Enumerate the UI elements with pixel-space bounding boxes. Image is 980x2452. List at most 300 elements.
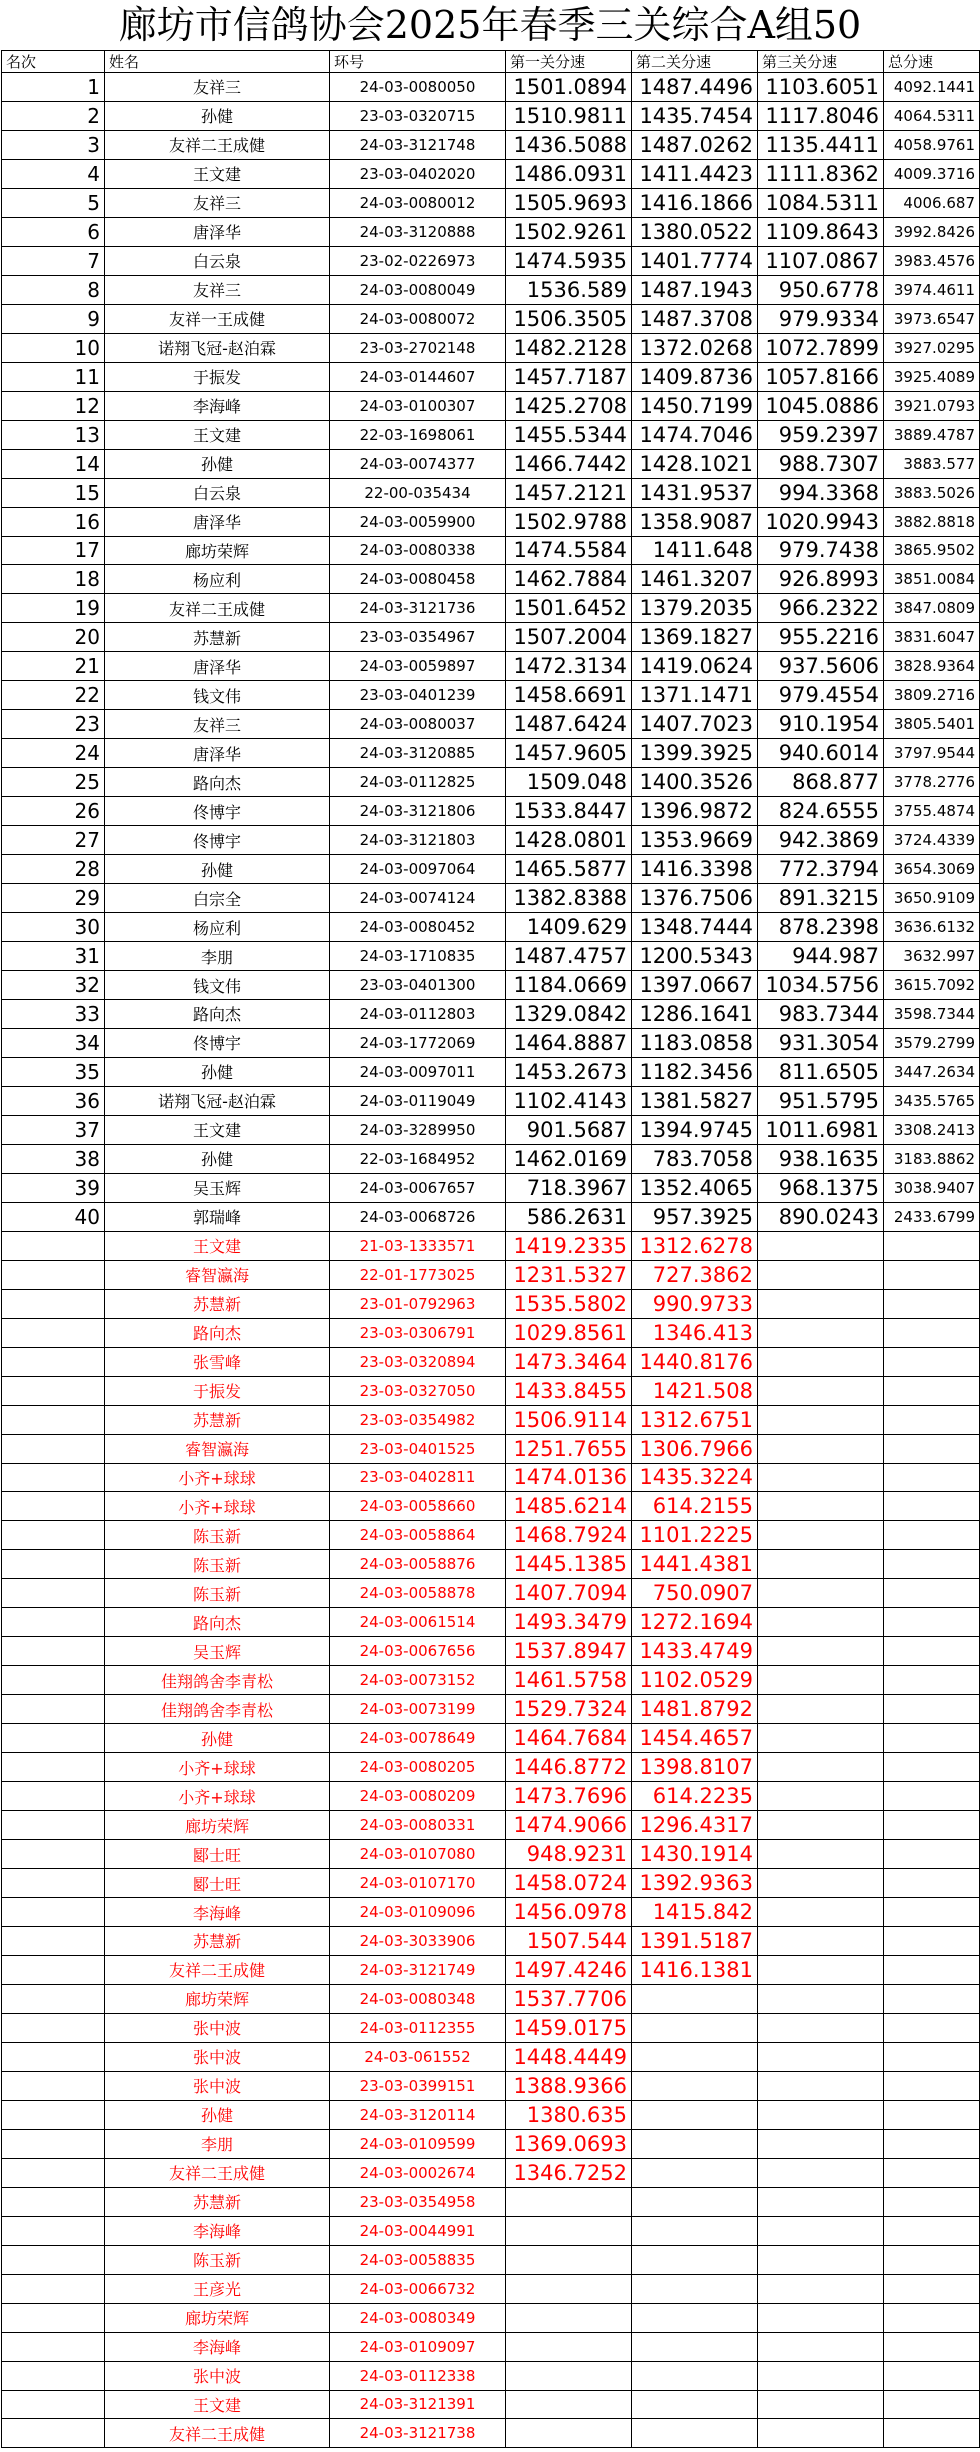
total-speed-cell xyxy=(884,1811,980,1840)
empty-rank-cell xyxy=(2,2303,105,2332)
ring-number-cell: 24-03-0067656 xyxy=(330,1637,506,1666)
empty-rank-cell xyxy=(2,1666,105,1695)
speed-2-cell: 1428.1021 xyxy=(632,449,758,478)
ring-number-cell: 21-03-1333571 xyxy=(330,1231,506,1260)
name-cell: 王文建 xyxy=(105,159,330,188)
table-row xyxy=(2,681,980,710)
speed-3-cell xyxy=(758,2187,884,2216)
table-row xyxy=(2,797,980,826)
total-speed-cell: 3797.9544 xyxy=(884,739,980,768)
rank-cell: 22 xyxy=(2,681,105,710)
rank-cell: 4 xyxy=(2,159,105,188)
speed-1-cell: 1457.7187 xyxy=(506,362,632,391)
speed-1-cell: 1184.0669 xyxy=(506,971,632,1000)
speed-1-cell: 1446.8772 xyxy=(506,1753,632,1782)
ring-number-cell: 23-03-0306791 xyxy=(330,1318,506,1347)
rank-cell: 18 xyxy=(2,565,105,594)
speed-1-cell: 1493.3479 xyxy=(506,1608,632,1637)
total-speed-cell xyxy=(884,2303,980,2332)
empty-rank-cell xyxy=(2,1840,105,1869)
table-row xyxy=(2,884,980,913)
name-cell: 友祥一王成健 xyxy=(105,304,330,333)
ring-number-cell: 24-03-0080349 xyxy=(330,2303,506,2332)
total-speed-cell xyxy=(884,2071,980,2100)
speed-3-cell: 1109.8643 xyxy=(758,217,884,246)
speed-3-cell: 891.3215 xyxy=(758,884,884,913)
empty-rank-cell xyxy=(2,1289,105,1318)
speed-2-cell xyxy=(632,2361,758,2390)
total-speed-cell xyxy=(884,1521,980,1550)
table-row xyxy=(2,1144,980,1173)
speed-1-cell xyxy=(506,2419,632,2448)
rank-cell: 38 xyxy=(2,1144,105,1173)
speed-1-cell: 1231.5327 xyxy=(506,1260,632,1289)
empty-rank-cell xyxy=(2,1753,105,1782)
speed-2-cell xyxy=(632,2332,758,2361)
speed-2-cell xyxy=(632,2042,758,2071)
speed-1-cell: 1474.0136 xyxy=(506,1463,632,1492)
speed-1-cell: 1453.2673 xyxy=(506,1057,632,1086)
rank-cell: 19 xyxy=(2,594,105,623)
ring-number-cell: 24-03-3033906 xyxy=(330,1927,506,1956)
table-row xyxy=(2,1028,980,1057)
speed-3-cell xyxy=(758,1695,884,1724)
empty-rank-cell xyxy=(2,1463,105,1492)
ring-number-cell: 23-03-2702148 xyxy=(330,333,506,362)
rank-cell: 14 xyxy=(2,449,105,478)
speed-2-cell: 614.2155 xyxy=(632,1492,758,1521)
speed-2-cell: 1392.9363 xyxy=(632,1869,758,1898)
unranked-row xyxy=(2,2158,980,2187)
table-row xyxy=(2,101,980,130)
unranked-row xyxy=(2,1840,980,1869)
unranked-row xyxy=(2,2187,980,2216)
ring-number-cell: 24-03-0059897 xyxy=(330,652,506,681)
empty-rank-cell xyxy=(2,2390,105,2419)
total-speed-cell: 3882.8818 xyxy=(884,507,980,536)
name-cell: 王文建 xyxy=(105,2390,330,2419)
total-speed-cell: 3805.5401 xyxy=(884,710,980,739)
speed-3-cell xyxy=(758,2274,884,2303)
ring-number-cell: 24-03-0044991 xyxy=(330,2216,506,2245)
speed-3-cell: 979.7438 xyxy=(758,536,884,565)
speed-1-cell: 1433.8455 xyxy=(506,1376,632,1405)
speed-1-cell: 1462.0169 xyxy=(506,1144,632,1173)
ring-number-cell: 24-03-0058878 xyxy=(330,1579,506,1608)
total-speed-cell xyxy=(884,2187,980,2216)
speed-2-cell xyxy=(632,2071,758,2100)
name-cell: 孙健 xyxy=(105,1057,330,1086)
speed-1-cell xyxy=(506,2303,632,2332)
name-cell: 唐泽华 xyxy=(105,507,330,536)
name-cell: 王文建 xyxy=(105,1231,330,1260)
total-speed-cell: 3308.2413 xyxy=(884,1115,980,1144)
speed-2-cell: 1296.4317 xyxy=(632,1811,758,1840)
total-speed-cell xyxy=(884,1608,980,1637)
total-speed-cell: 3183.8862 xyxy=(884,1144,980,1173)
speed-3-cell xyxy=(758,2129,884,2158)
speed-3-cell xyxy=(758,1811,884,1840)
total-speed-cell: 4006.687 xyxy=(884,188,980,217)
name-cell: 廊坊荣辉 xyxy=(105,1984,330,2013)
speed-3-cell: 824.6555 xyxy=(758,797,884,826)
speed-1-cell: 1428.0801 xyxy=(506,826,632,855)
ring-number-cell: 24-03-0080331 xyxy=(330,1811,506,1840)
total-speed-cell xyxy=(884,2158,980,2187)
speed-2-cell xyxy=(632,2013,758,2042)
speed-1-cell xyxy=(506,2216,632,2245)
ring-number-cell: 24-03-0112338 xyxy=(330,2361,506,2390)
speed-1-cell: 1464.8887 xyxy=(506,1028,632,1057)
table-row xyxy=(2,1057,980,1086)
speed-3-cell xyxy=(758,1434,884,1463)
speed-2-cell: 1369.1827 xyxy=(632,623,758,652)
speed-1-cell: 1407.7094 xyxy=(506,1579,632,1608)
empty-rank-cell xyxy=(2,1550,105,1579)
rank-cell: 21 xyxy=(2,652,105,681)
unranked-row xyxy=(2,1347,980,1376)
rank-cell: 2 xyxy=(2,101,105,130)
name-cell: 睿智瀛海 xyxy=(105,1434,330,1463)
total-speed-cell: 3615.7092 xyxy=(884,971,980,1000)
total-speed-cell: 3883.5026 xyxy=(884,478,980,507)
unranked-row xyxy=(2,2419,980,2448)
unranked-row xyxy=(2,1782,980,1811)
ring-number-cell: 23-03-0320715 xyxy=(330,101,506,130)
speed-3-cell xyxy=(758,1405,884,1434)
speed-1-cell: 1329.0842 xyxy=(506,1000,632,1029)
speed-2-cell: 1419.0624 xyxy=(632,652,758,681)
ring-number-cell: 24-03-0109097 xyxy=(330,2332,506,2361)
speed-1-cell xyxy=(506,2332,632,2361)
name-cell: 钱文伟 xyxy=(105,971,330,1000)
rank-cell: 7 xyxy=(2,246,105,275)
speed-1-cell: 1346.7252 xyxy=(506,2158,632,2187)
name-cell: 佟博宇 xyxy=(105,1028,330,1057)
name-cell: 陈玉新 xyxy=(105,1550,330,1579)
ring-number-cell: 24-03-3121391 xyxy=(330,2390,506,2419)
empty-rank-cell xyxy=(2,1434,105,1463)
ring-number-cell: 24-03-3121803 xyxy=(330,826,506,855)
rank-cell: 36 xyxy=(2,1086,105,1115)
speed-3-cell: 931.3054 xyxy=(758,1028,884,1057)
total-speed-cell xyxy=(884,2361,980,2390)
ring-number-cell: 24-03-0112355 xyxy=(330,2013,506,2042)
ring-number-cell: 23-03-0399151 xyxy=(330,2071,506,2100)
speed-1-cell: 1537.7706 xyxy=(506,1984,632,2013)
table-row xyxy=(2,710,980,739)
unranked-row xyxy=(2,1955,980,1984)
ring-number-cell: 24-03-0080205 xyxy=(330,1753,506,1782)
unranked-row xyxy=(2,1927,980,1956)
speed-2-cell: 1416.1381 xyxy=(632,1955,758,1984)
total-speed-cell: 4058.9761 xyxy=(884,130,980,159)
ring-number-cell: 24-03-1772069 xyxy=(330,1028,506,1057)
table-row xyxy=(2,275,980,304)
empty-rank-cell xyxy=(2,1869,105,1898)
unranked-row xyxy=(2,1550,980,1579)
speed-3-cell: 1117.8046 xyxy=(758,101,884,130)
unranked-row xyxy=(2,1637,980,1666)
ring-number-cell: 24-03-3121748 xyxy=(330,130,506,159)
speed-2-cell: 1312.6751 xyxy=(632,1405,758,1434)
empty-rank-cell xyxy=(2,2274,105,2303)
ring-number-cell: 24-03-0080049 xyxy=(330,275,506,304)
unranked-row xyxy=(2,1898,980,1927)
total-speed-cell xyxy=(884,1782,980,1811)
rank-cell: 39 xyxy=(2,1173,105,1202)
speed-2-cell: 1353.9669 xyxy=(632,826,758,855)
speed-1-cell: 1472.3134 xyxy=(506,652,632,681)
speed-3-cell: 1057.8166 xyxy=(758,362,884,391)
empty-rank-cell xyxy=(2,2361,105,2390)
rank-cell: 10 xyxy=(2,333,105,362)
speed-2-cell: 1441.4381 xyxy=(632,1550,758,1579)
table-row xyxy=(2,942,980,971)
total-speed-cell: 3851.0084 xyxy=(884,565,980,594)
rank-cell: 13 xyxy=(2,420,105,449)
speed-1-cell: 1507.2004 xyxy=(506,623,632,652)
total-speed-cell: 3973.6547 xyxy=(884,304,980,333)
speed-1-cell xyxy=(506,2187,632,2216)
speed-3-cell: 955.2216 xyxy=(758,623,884,652)
speed-3-cell: 1103.6051 xyxy=(758,73,884,102)
table-row xyxy=(2,1115,980,1144)
speed-2-cell: 1450.7199 xyxy=(632,391,758,420)
table-row xyxy=(2,130,980,159)
table-row xyxy=(2,1000,980,1029)
table-row xyxy=(2,623,980,652)
name-cell: 睿智瀛海 xyxy=(105,1260,330,1289)
name-cell: 陈玉新 xyxy=(105,2245,330,2274)
speed-2-cell: 1272.1694 xyxy=(632,1608,758,1637)
speed-1-cell: 1455.5344 xyxy=(506,420,632,449)
name-cell: 孙健 xyxy=(105,2100,330,2129)
speed-2-cell: 1409.8736 xyxy=(632,362,758,391)
speed-2-cell: 1461.3207 xyxy=(632,565,758,594)
empty-rank-cell xyxy=(2,1927,105,1956)
speed-1-cell: 1458.6691 xyxy=(506,681,632,710)
speed-2-cell: 990.9733 xyxy=(632,1289,758,1318)
rank-cell: 1 xyxy=(2,73,105,102)
ring-number-cell: 24-03-0073152 xyxy=(330,1666,506,1695)
table-row xyxy=(2,217,980,246)
ring-number-cell: 24-03-0078649 xyxy=(330,1724,506,1753)
name-cell: 苏慧新 xyxy=(105,1927,330,1956)
total-speed-cell xyxy=(884,1492,980,1521)
speed-3-cell xyxy=(758,2419,884,2448)
total-speed-cell xyxy=(884,2013,980,2042)
name-cell: 友祥三 xyxy=(105,188,330,217)
speed-3-cell: 1135.4411 xyxy=(758,130,884,159)
speed-2-cell xyxy=(632,2158,758,2187)
name-cell: 佳翔鸽舍李青松 xyxy=(105,1695,330,1724)
ring-number-cell: 24-03-0073199 xyxy=(330,1695,506,1724)
name-cell: 友祥二王成健 xyxy=(105,130,330,159)
speed-1-cell xyxy=(506,2274,632,2303)
speed-3-cell xyxy=(758,1376,884,1405)
total-speed-cell: 3435.5765 xyxy=(884,1086,980,1115)
speed-1-cell: 1505.9693 xyxy=(506,188,632,217)
name-cell: 友祥二王成健 xyxy=(105,2419,330,2448)
speed-3-cell xyxy=(758,1666,884,1695)
speed-2-cell: 1407.7023 xyxy=(632,710,758,739)
rank-cell: 3 xyxy=(2,130,105,159)
rank-cell: 35 xyxy=(2,1057,105,1086)
name-cell: 郭瑞峰 xyxy=(105,1202,330,1231)
name-cell: 孙健 xyxy=(105,1724,330,1753)
name-cell: 路向杰 xyxy=(105,1318,330,1347)
rank-cell: 25 xyxy=(2,768,105,797)
rank-cell: 20 xyxy=(2,623,105,652)
speed-3-cell xyxy=(758,2216,884,2245)
total-speed-cell: 3921.0793 xyxy=(884,391,980,420)
speed-2-cell xyxy=(632,2187,758,2216)
total-speed-cell xyxy=(884,1579,980,1608)
speed-3-cell: 926.8993 xyxy=(758,565,884,594)
name-cell: 吴玉辉 xyxy=(105,1637,330,1666)
total-speed-cell: 3447.2634 xyxy=(884,1057,980,1086)
speed-1-cell: 1482.2128 xyxy=(506,333,632,362)
speed-1-cell: 1486.0931 xyxy=(506,159,632,188)
unranked-row xyxy=(2,1521,980,1550)
total-speed-cell: 4009.3716 xyxy=(884,159,980,188)
total-speed-cell xyxy=(884,1637,980,1666)
speed-2-cell: 1487.0262 xyxy=(632,130,758,159)
speed-2-cell: 1358.9087 xyxy=(632,507,758,536)
ring-number-cell: 23-03-0354982 xyxy=(330,1405,506,1434)
table-row xyxy=(2,536,980,565)
name-cell: 廊坊荣辉 xyxy=(105,1811,330,1840)
unranked-row xyxy=(2,1724,980,1753)
unranked-row xyxy=(2,1695,980,1724)
ring-number-cell: 24-03-0002674 xyxy=(330,2158,506,2187)
name-cell: 王彦光 xyxy=(105,2274,330,2303)
speed-1-cell: 1473.3464 xyxy=(506,1347,632,1376)
name-cell: 李朋 xyxy=(105,2129,330,2158)
speed-1-cell: 901.5687 xyxy=(506,1115,632,1144)
unranked-row xyxy=(2,2013,980,2042)
speed-3-cell: 772.3794 xyxy=(758,855,884,884)
speed-3-cell: 968.1375 xyxy=(758,1173,884,1202)
speed-3-cell: 1107.0867 xyxy=(758,246,884,275)
total-speed-cell xyxy=(884,2042,980,2071)
speed-1-cell: 1507.544 xyxy=(506,1927,632,1956)
ring-number-cell: 22-03-1698061 xyxy=(330,420,506,449)
speed-1-cell: 1409.629 xyxy=(506,913,632,942)
speed-3-cell xyxy=(758,1782,884,1811)
unranked-row xyxy=(2,1405,980,1434)
name-cell: 路向杰 xyxy=(105,1608,330,1637)
speed-3-cell xyxy=(758,2071,884,2100)
ring-number-cell: 23-03-0401300 xyxy=(330,971,506,1000)
total-speed-cell: 3992.8426 xyxy=(884,217,980,246)
speed-3-cell: 942.3869 xyxy=(758,826,884,855)
unranked-row xyxy=(2,2332,980,2361)
speed-3-cell: 868.877 xyxy=(758,768,884,797)
speed-2-cell: 1200.5343 xyxy=(632,942,758,971)
total-speed-cell: 3724.4339 xyxy=(884,826,980,855)
speed-2-cell: 1397.0667 xyxy=(632,971,758,1000)
empty-rank-cell xyxy=(2,2158,105,2187)
rank-cell: 33 xyxy=(2,1000,105,1029)
speed-3-cell xyxy=(758,2042,884,2071)
header-speed-3: 第三关分速 xyxy=(758,51,884,73)
unranked-row xyxy=(2,2245,980,2274)
header-speed-2: 第二关分速 xyxy=(632,51,758,73)
speed-3-cell: 1084.5311 xyxy=(758,188,884,217)
name-cell: 于振发 xyxy=(105,1376,330,1405)
speed-1-cell: 1448.4449 xyxy=(506,2042,632,2071)
speed-2-cell: 1396.9872 xyxy=(632,797,758,826)
speed-3-cell xyxy=(758,2245,884,2274)
rank-cell: 34 xyxy=(2,1028,105,1057)
total-speed-cell: 3983.4576 xyxy=(884,246,980,275)
speed-1-cell: 1506.3505 xyxy=(506,304,632,333)
table-row xyxy=(2,855,980,884)
ring-number-cell: 22-03-1684952 xyxy=(330,1144,506,1173)
ring-number-cell: 23-03-0402811 xyxy=(330,1463,506,1492)
unranked-row xyxy=(2,1608,980,1637)
table-row xyxy=(2,246,980,275)
header-rank: 名次 xyxy=(2,51,105,73)
speed-3-cell xyxy=(758,1984,884,2013)
rank-cell: 17 xyxy=(2,536,105,565)
name-cell: 李海峰 xyxy=(105,1898,330,1927)
empty-rank-cell xyxy=(2,2187,105,2216)
name-cell: 路向杰 xyxy=(105,768,330,797)
speed-3-cell: 1111.8362 xyxy=(758,159,884,188)
speed-1-cell: 1533.8447 xyxy=(506,797,632,826)
speed-1-cell: 1497.4246 xyxy=(506,1955,632,1984)
speed-3-cell xyxy=(758,2158,884,2187)
total-speed-cell: 3809.2716 xyxy=(884,681,980,710)
ring-number-cell: 24-03-0144607 xyxy=(330,362,506,391)
name-cell: 李海峰 xyxy=(105,2216,330,2245)
speed-2-cell xyxy=(632,2274,758,2303)
header-row xyxy=(2,51,980,73)
table-row xyxy=(2,1202,980,1231)
empty-rank-cell xyxy=(2,1521,105,1550)
speed-3-cell: 1034.5756 xyxy=(758,971,884,1000)
total-speed-cell: 3654.3069 xyxy=(884,855,980,884)
name-cell: 小齐+球球 xyxy=(105,1753,330,1782)
total-speed-cell xyxy=(884,1840,980,1869)
speed-1-cell: 1502.9788 xyxy=(506,507,632,536)
header-speed-1: 第一关分速 xyxy=(506,51,632,73)
rank-cell: 11 xyxy=(2,362,105,391)
name-cell: 钱文伟 xyxy=(105,681,330,710)
speed-1-cell: 1419.2335 xyxy=(506,1231,632,1260)
speed-3-cell: 979.9334 xyxy=(758,304,884,333)
name-cell: 白云泉 xyxy=(105,246,330,275)
empty-rank-cell xyxy=(2,1579,105,1608)
speed-3-cell xyxy=(758,2303,884,2332)
speed-1-cell: 1474.5935 xyxy=(506,246,632,275)
empty-rank-cell xyxy=(2,2042,105,2071)
speed-2-cell: 1481.8792 xyxy=(632,1695,758,1724)
rank-cell: 23 xyxy=(2,710,105,739)
speed-1-cell: 1458.0724 xyxy=(506,1869,632,1898)
name-cell: 郾士旺 xyxy=(105,1869,330,1898)
speed-1-cell: 1369.0693 xyxy=(506,2129,632,2158)
speed-3-cell: 988.7307 xyxy=(758,449,884,478)
speed-1-cell: 1465.5877 xyxy=(506,855,632,884)
ring-number-cell: 22-00-035434 xyxy=(330,478,506,507)
ring-number-cell: 24-03-0109599 xyxy=(330,2129,506,2158)
speed-3-cell: 944.987 xyxy=(758,942,884,971)
speed-2-cell: 1348.7444 xyxy=(632,913,758,942)
